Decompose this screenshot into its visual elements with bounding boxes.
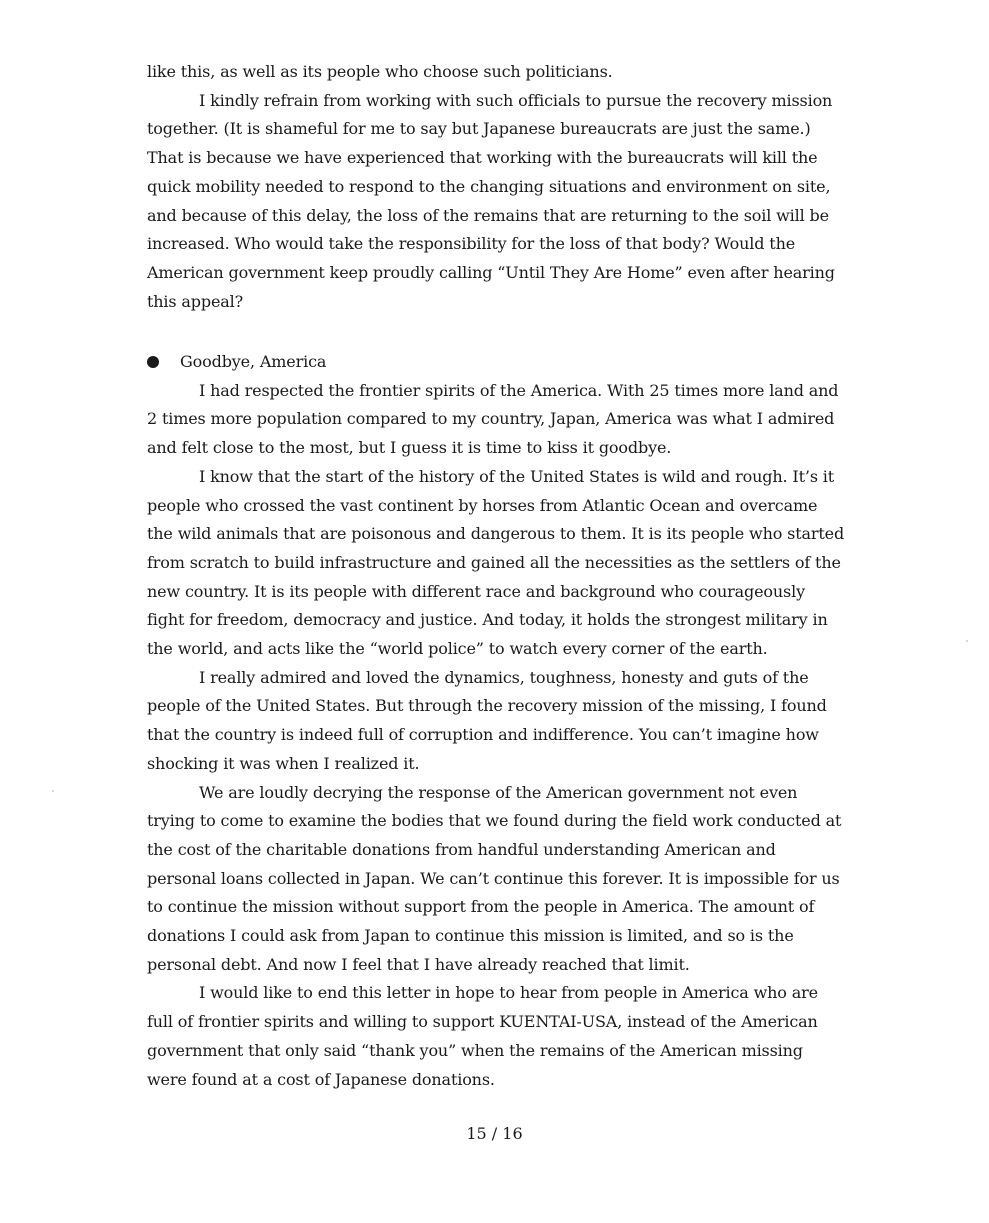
scan-speck bbox=[966, 640, 968, 642]
text-block-top bbox=[147, 58, 847, 316]
paragraph-decrying: We are loudly decrying the response of the American government not even trying to come to examine the bodies that we found during the field work conducted at the cost of the charitable donations from handful understanding American and personal loans collected in Japan. We can’t continue this forever. It is impossible for us to continue the mission without support from the people in America. The amount of donations I could ask from Japan to continue this mission is limited, and so is the personal debt. And now I feel that I have already reached that limit. bbox=[147, 782, 842, 974]
paragraph-history: I know that the start of the history of the United States is wild and rough. It’s it people who crossed the vast continent by horses from Atlantic Ocean and overcame the wild animals that are poisonous and dangerous to them. It is its people who started from scratch to build infrastructure and gained all the necessities as the settlers of the new country. It is its people with different race and background who courageously fight for freedom, democracy and justice. And today, it holds the strongest military in the world, and acts like the “world police” to watch every corner of the earth. bbox=[147, 466, 845, 659]
section-goodbye-america bbox=[147, 348, 847, 1094]
page-number: 15 / 16 bbox=[466, 1124, 523, 1143]
scan-speck bbox=[52, 790, 54, 792]
section-heading bbox=[147, 348, 847, 377]
section-heading-text: Goodbye, America bbox=[180, 352, 327, 371]
paragraph-refrain: I kindly refrain from working with such officials to pursue the recovery mission together. (It is shameful for me to say but Japanese bureaucrats are just the same.) That is because we have experienced that working with the bureaucrats will kill the quick mobility needed to respond to the changing situations and environment on site, and because of this delay, the loss of the remains that are returning to the soil will be increased. Who would take the responsibility for the loss of that body? Would the American government keep proudly calling “Until They Are Home” even after hearing this appeal? bbox=[147, 90, 835, 311]
paragraph-respect: I had respected the frontier spirits of the America. With 25 times more land and 2 times more population compared to my country, Japan, America was what I admired and felt close to the most, but I guess it is time to kiss it goodbye. bbox=[147, 380, 839, 458]
paragraph-closing: I would like to end this letter in hope to hear from people in America who are full of frontier spirits and willing to support KUENTAI-USA, instead of the American government that only said “thank you” when the remains of the American missing were found at a cost of Japanese donations. bbox=[147, 983, 818, 1089]
continuation-paragraph: like this, as well as its people who choose such politicians. bbox=[147, 62, 613, 81]
bullet-icon bbox=[147, 356, 159, 368]
paragraph-admired: I really admired and loved the dynamics, toughness, honesty and guts of the people of the United States. But through the recovery mission of the missing, I found that the country is indeed full of corruption and indifference. You can’t imagine how shocking it was when I realized it. bbox=[147, 667, 827, 773]
